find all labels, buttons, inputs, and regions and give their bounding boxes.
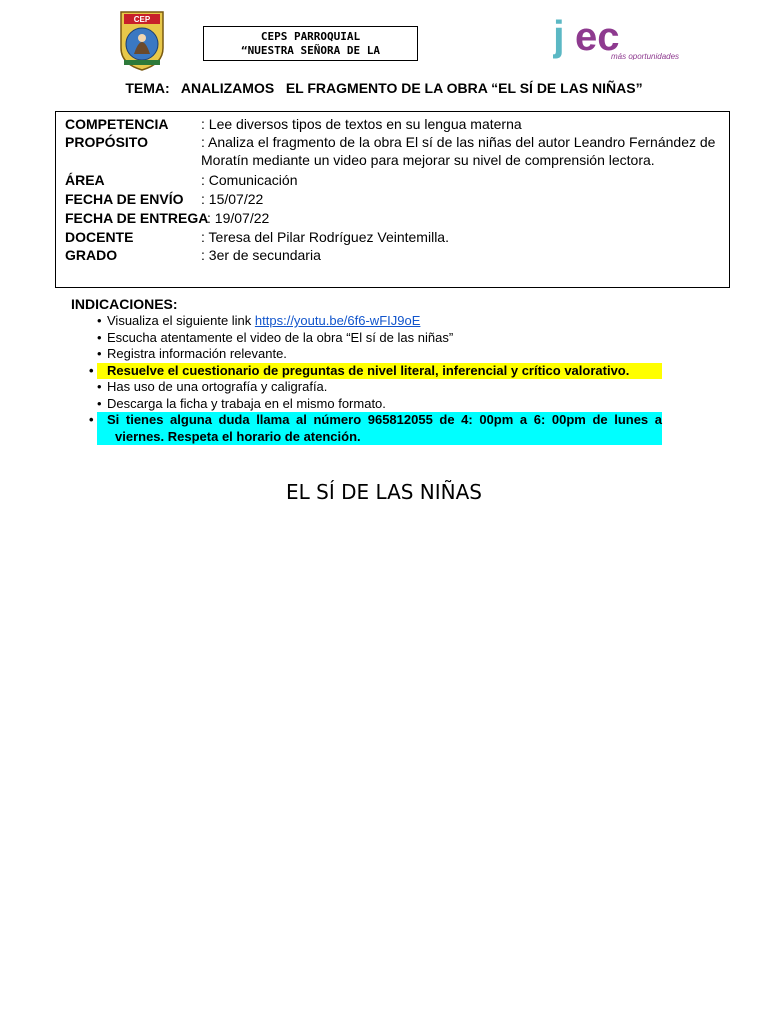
svg-text:CEP: CEP bbox=[133, 15, 151, 24]
list-item-text: Visualiza el siguiente link bbox=[107, 313, 255, 328]
bullet-icon: • bbox=[97, 395, 102, 411]
info-label: ÁREA bbox=[65, 172, 105, 188]
list-item-text: Descarga la ficha y trabaja en el mismo formato. bbox=[107, 395, 386, 411]
info-label: COMPETENCIA bbox=[65, 116, 169, 132]
list-item bbox=[97, 313, 662, 330]
info-label: FECHA DE ENTREGA bbox=[65, 210, 209, 226]
list-item bbox=[97, 379, 662, 396]
jec-logo bbox=[553, 16, 693, 60]
document-title: EL SÍ DE LAS NIÑAS bbox=[285, 480, 482, 504]
school-name-box bbox=[203, 26, 418, 61]
bullet-icon: • bbox=[97, 379, 102, 394]
info-value: : 15/07/22 bbox=[201, 191, 264, 207]
info-value: : 3er de secundaria bbox=[201, 247, 321, 263]
info-label: DOCENTE bbox=[65, 229, 134, 245]
list-item-text: Escucha atentamente el video de la obra “El sí de las niñas” bbox=[107, 329, 454, 345]
info-label: FECHA DE ENVÍO bbox=[65, 191, 184, 207]
school-crest-icon bbox=[117, 8, 167, 72]
info-label: PROPÓSITO bbox=[65, 134, 148, 150]
list-item-text: Has uso de una ortografía y caligrafía. bbox=[107, 379, 328, 394]
indicaciones-title: INDICACIONES: bbox=[71, 296, 178, 312]
tema-heading: TEMA: ANALIZAMOS EL FRAGMENTO DE LA OBRA “EL SÍ DE LAS NIÑAS” bbox=[125, 80, 643, 96]
list-item bbox=[97, 346, 662, 363]
bullet-icon: • bbox=[97, 329, 102, 345]
list-item-text: Registra información relevante. bbox=[107, 346, 287, 361]
jec-logo-ec: ec bbox=[575, 16, 620, 59]
info-value: : Comunicación bbox=[201, 172, 298, 188]
info-value: : 19/07/22 bbox=[207, 210, 270, 226]
list-item bbox=[97, 330, 662, 347]
info-value: : Lee diversos tipos de textos en su lengua materna bbox=[201, 116, 522, 132]
list-item-text: Resuelve el cuestionario de preguntas de nivel literal, inferencial y crítico valorativo. bbox=[107, 362, 630, 378]
youtube-link[interactable]: https://youtu.be/6f6-wFIJ9oE bbox=[254, 313, 421, 328]
info-label: GRADO bbox=[65, 247, 118, 263]
indicaciones-list bbox=[89, 313, 662, 445]
bullet-icon: • bbox=[97, 313, 102, 328]
jec-tagline: más oportunidades bbox=[611, 52, 680, 60]
info-box bbox=[55, 111, 730, 288]
list-item bbox=[97, 396, 662, 413]
jec-logo-j: j bbox=[553, 16, 565, 59]
school-name-line2: “NUESTRA SEÑORA DE LA bbox=[240, 44, 381, 57]
info-value: : Teresa del Pilar Rodríguez Veintemilla. bbox=[201, 229, 449, 245]
list-item-highlighted: • Resuelve el cuestionario de preguntas de nivel literal, inferencial y crítico valorativo. bbox=[97, 363, 662, 380]
list-item-highlighted: • Si tienes alguna duda llama al número 965812055 de 4: 00pm a 6: 00pm de lunes a viernes. Respeta el horario de atención. bbox=[89, 412, 662, 444]
bullet-icon: • bbox=[97, 346, 102, 361]
list-item-text: Si tienes alguna duda llama al número 965812055 de 4: 00pm a 6: 00pm de lunes a viernes. Respeta el horario de atención. bbox=[107, 412, 662, 444]
school-name-line1: CEPS PARROQUIAL bbox=[260, 30, 361, 43]
info-value: : Analiza el fragmento de la obra El sí de las niñas del autor Leandro Fernández de Moratín mediante un video para mejorar su nivel de comprensión lectora. bbox=[201, 134, 716, 168]
